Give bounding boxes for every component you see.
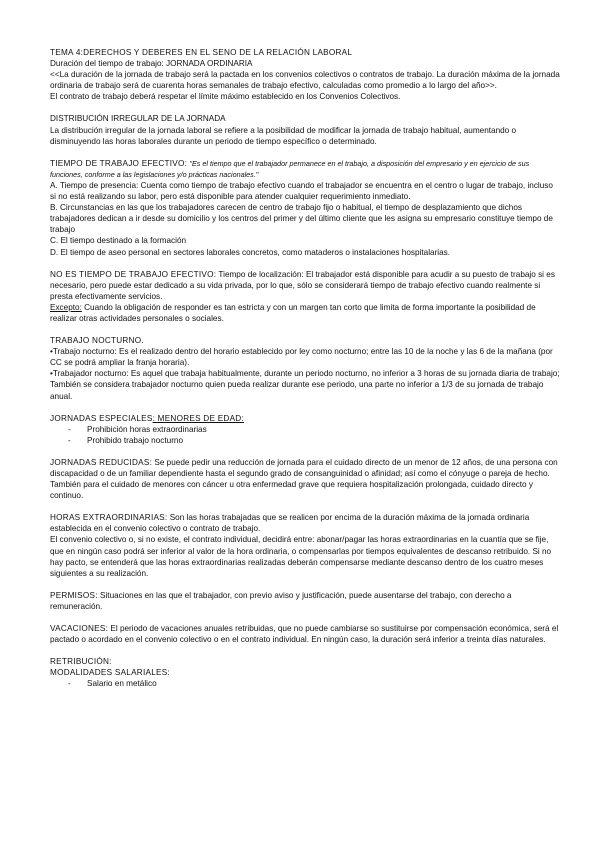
list-item: [50, 435, 560, 446]
no-efectivo-text: Tiempo de localización: El trabajador está disponible para acudir a su puesto de trabajo si es necesario, pero puede estar dedicado a su vida privada, por lo que, sólo se considerará tiempo de trabajo efectivo cuando realmente si presta efectivamente servicios.: [50, 269, 555, 301]
dash-bullet: -: [68, 435, 71, 445]
list-item: [50, 678, 560, 689]
list-item-text: Prohibido trabajo nocturno: [87, 435, 184, 445]
exception-label: Excepto:: [50, 302, 82, 312]
efectivo-item-a: A. Tiempo de presencia: Cuenta como tiempo de trabajo efectivo cuando el trabajador se encuentra en el centro o lugar de trabajo, incluso si no está realizando su labor, pero está disponible para atender cualquier requerimiento inmediato.: [50, 180, 553, 202]
vacaciones-text: El periodo de vacaciones anuales retribuidas, que no puede cambiarse so sustituirse por compensación económica, será el pactado o acordado en el convenio colectivo o en el contrato individual. En ningún caso, la duración será inferior a treinta días naturales.: [50, 624, 559, 645]
retribucion-heading: RETRIBUCIÓN:: [50, 657, 112, 667]
especiales-heading-line: [50, 413, 560, 424]
irregular-text: La distribución irregular de la jornada laboral se refiere a la posibilidad de modificar la jornada de trabajo habitual, aumentando o disminuyendo las horas laborales durante un periodo de tiempo específico o determinado.: [50, 125, 517, 146]
especiales-sub: : MENORES DE EDAD:: [152, 413, 244, 423]
quote-note: El contrato de trabajo deberá respetar el límite máximo establecido en los Convenios Colectivos.: [50, 92, 401, 102]
no-efectivo-paragraph: [50, 269, 560, 302]
efectivo-item-d: D. El tiempo de aseo personal en sectores laborales concretos, como mataderos o instalaciones hospitalarias.: [50, 247, 451, 257]
permisos-paragraph: [50, 590, 560, 612]
retribucion-sub: MODALIDADES SALARIALES:: [50, 668, 170, 678]
permisos-heading: PERMISOS:: [50, 590, 98, 600]
no-efectivo-heading: NO ES TIEMPO DE TRABAJO EFECTIVO:: [50, 269, 217, 279]
nocturno-p1: •Trabajo nocturno: Es el realizado dentro del horario establecido por ley como nocturno; entre las 10 de la noche y las 6 de la mañana (por CC se podrá ampliar la franja horaria).: [50, 347, 553, 368]
extra-text2: El convenio colectivo o, si no existe, el contrato individual, decidirá entre: abonar/pagar las horas extraordinarias en la cuantía que se fije, que en ningún caso podrá ser inferior al valor de la hora ordinaria, o compensarlas por tiempos equivalentes de descanso retribuido. Si no hay pacto, se entenderá que las horas extraordinarias realizadas deberán compensarse mediante descanso dentro de los cuatro meses siguientes a su realización.: [50, 535, 552, 578]
permisos-text: Situaciones en las que el trabajador, con previo aviso y justificación, puede ausentarse del trabajo, con derecho a remuneración.: [50, 590, 512, 611]
exception-text: Cuando la obligación de responder es tan estricta y con un margen tan corto que limita de forma importante la posibilidad de realizar otras actividades personales o sociales.: [50, 302, 536, 323]
vacaciones-heading: VACACIONES:: [50, 624, 109, 634]
doc-title: TEMA 4:DERECHOS Y DEBERES EN EL SENO DE LA RELACIÓN LABORAL: [50, 48, 353, 57]
list-item-text: Salario en metálico: [87, 679, 157, 689]
efectivo-item-c: C. El tiempo destinado a la formación: [50, 236, 187, 246]
reducidas-paragraph: [50, 457, 560, 479]
dash-bullet: -: [68, 679, 71, 689]
document-page: [50, 47, 560, 690]
efectivo-heading: TIEMPO DE TRABAJO EFECTIVO:: [50, 158, 188, 168]
nocturno-heading: TRABAJO NOCTURNO.: [50, 336, 144, 346]
nocturno-p3: También se considera trabajador nocturno quien pueda realizar durante ese periodo, una parte no inferior a 1/3 de su jornada de trabajo anual.: [50, 380, 544, 401]
extra-heading: HORAS EXTRAORDINARIAS:: [50, 513, 168, 523]
reducidas-heading: JORNADAS REDUCIDAS:: [50, 457, 153, 467]
irregular-heading: DISTRIBUCIÓN IRREGULAR DE LA JORNADA: [50, 114, 226, 124]
list-item: [50, 424, 560, 435]
exception-paragraph: [50, 302, 560, 324]
efectivo-item-b: B. Circunstancias en las que los trabajadores carecen de centro de trabajo fijo o habitual, el tiempo de desplazamiento que dichos trabajadores dedican a ir desde su domicilio y los centros del primer y del último cliente que les asigna su empresario constituye tiempo de trabajo: [50, 203, 553, 235]
especiales-heading: JORNADAS ESPECIALES: [50, 413, 153, 423]
efectivo-definition: "Es el tiempo que el trabajador permanece en el trabajo, a disposición del empresario y en ejercicio de sus funciones, conforme a las legislaciones y/o prácticas nacionales.": [50, 158, 530, 179]
extra-text: Son las horas trabajadas que se realicen por encima de la duración máxima de la jornada ordinaria establecida en el convenio colectivo o contrato de trabajo.: [50, 513, 530, 534]
reducidas-text: Se puede pedir una reducción de jornada para el cuidado directo de un menor de 12 años, de una persona con discapacidad o de un familiar dependiente hasta el segundo grado de consanguinidad o afinidad; así como el cónyuge o pareja de hecho.: [50, 457, 558, 478]
efectivo-paragraph: [50, 158, 560, 180]
quote-text: <<La duración de la jornada de trabajo será la pactada en los convenios colectivos o contratos de trabajo. La duración máxima de la jornada ordinaria de trabajo será de cuarenta horas semanales de trabajo efectivo, calculadas como promedio a lo largo del año>>.: [50, 70, 560, 91]
list-item-text: Prohibición horas extraordinarias: [87, 424, 207, 434]
vacaciones-paragraph: [50, 623, 560, 645]
doc-subtitle: Duración del tiempo de trabajo: JORNADA ORDINARIA: [50, 59, 253, 69]
dash-bullet: -: [68, 424, 71, 434]
extra-paragraph: [50, 512, 560, 534]
nocturno-p2: •Trabajador nocturno: Es aquel que trabaja habitualmente, durante un periodo nocturno, no inferior a 3 horas de su jornada diaria de trabajo;: [50, 369, 560, 379]
reducidas-text2: También para el cuidado de menores con cáncer u otra enfermedad grave que requiera hospitalización prolongada, cuidado directo y continuo.: [50, 480, 533, 501]
